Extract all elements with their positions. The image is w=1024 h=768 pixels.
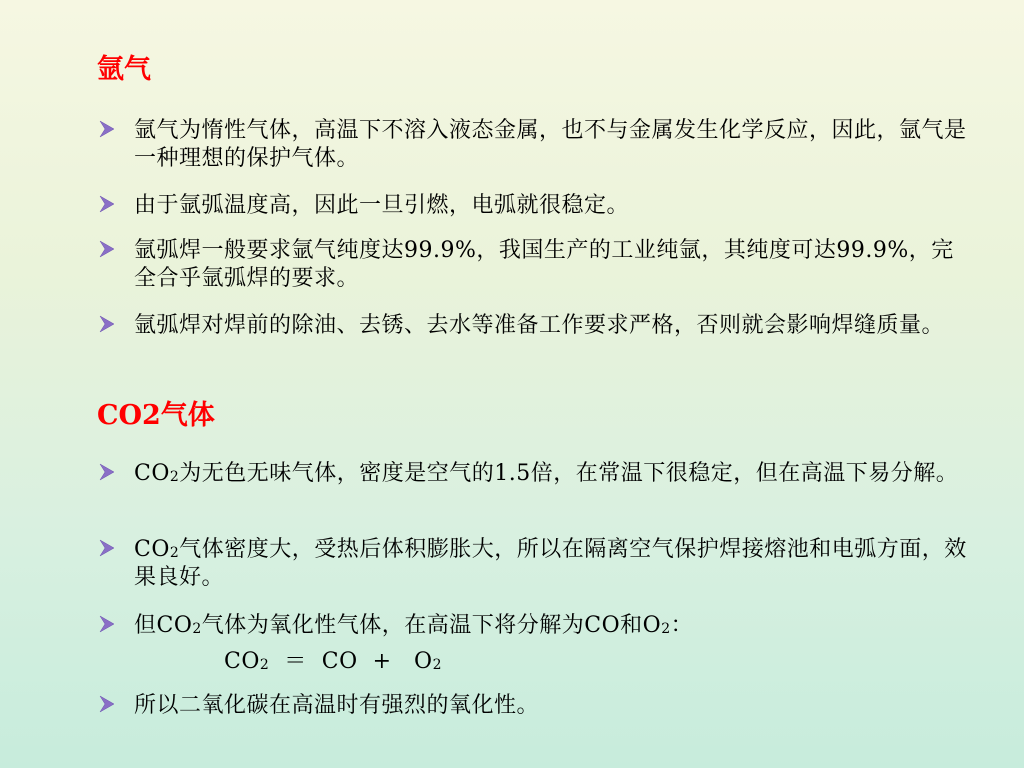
arrowhead-bullet-icon — [97, 239, 117, 259]
arrowhead-bullet-icon — [97, 462, 117, 482]
arrowhead-bullet-icon — [97, 194, 117, 214]
list-item-text: 但$CO_2$气体为氧化性气体，在高温下将分解为CO和$O_2$： — [134, 613, 694, 638]
list-item-text: 氩气为惰性气体，高温下不溶入液态金属，也不与金属发生化学反应，因此，氩气是一种理想的保护气体。 — [134, 118, 967, 171]
list-item-text: $CO_2$气体密度大，受热后体积膨胀大，所以在隔离空气保护焊接熔池和电弧方面，效果良好。 — [134, 537, 967, 590]
list-item-text: 所以二氧化碳在高温时有强烈的氧化性。 — [134, 693, 540, 718]
chemical-equation: $CO_2$ ＝ CO + $O_2$ — [224, 649, 442, 674]
arrowhead-bullet-icon — [97, 538, 117, 558]
section-title-co2: CO2气体 — [97, 400, 215, 431]
arrowhead-bullet-icon — [97, 314, 117, 334]
arrowhead-bullet-icon — [97, 119, 117, 139]
arrowhead-bullet-icon — [97, 614, 117, 634]
section-title-argon: 氩气 — [97, 54, 151, 85]
list-item-text: $CO_2$为无色无味气体，密度是空气的1.5倍，在常温下很稳定，但在高温下易分解。 — [134, 461, 959, 486]
list-item-text: 由于氩弧温度高，因此一旦引燃，电弧就很稳定。 — [134, 193, 630, 218]
arrowhead-bullet-icon — [97, 694, 117, 714]
list-item-text: 氩弧焊对焊前的除油、去锈、去水等准备工作要求严格，否则就会影响焊缝质量。 — [134, 313, 945, 338]
list-item-text: 氩弧焊一般要求氩气纯度达99.9%，我国生产的工业纯氩，其纯度可达99.9%，完全合乎氩弧焊的要求。 — [134, 238, 954, 291]
